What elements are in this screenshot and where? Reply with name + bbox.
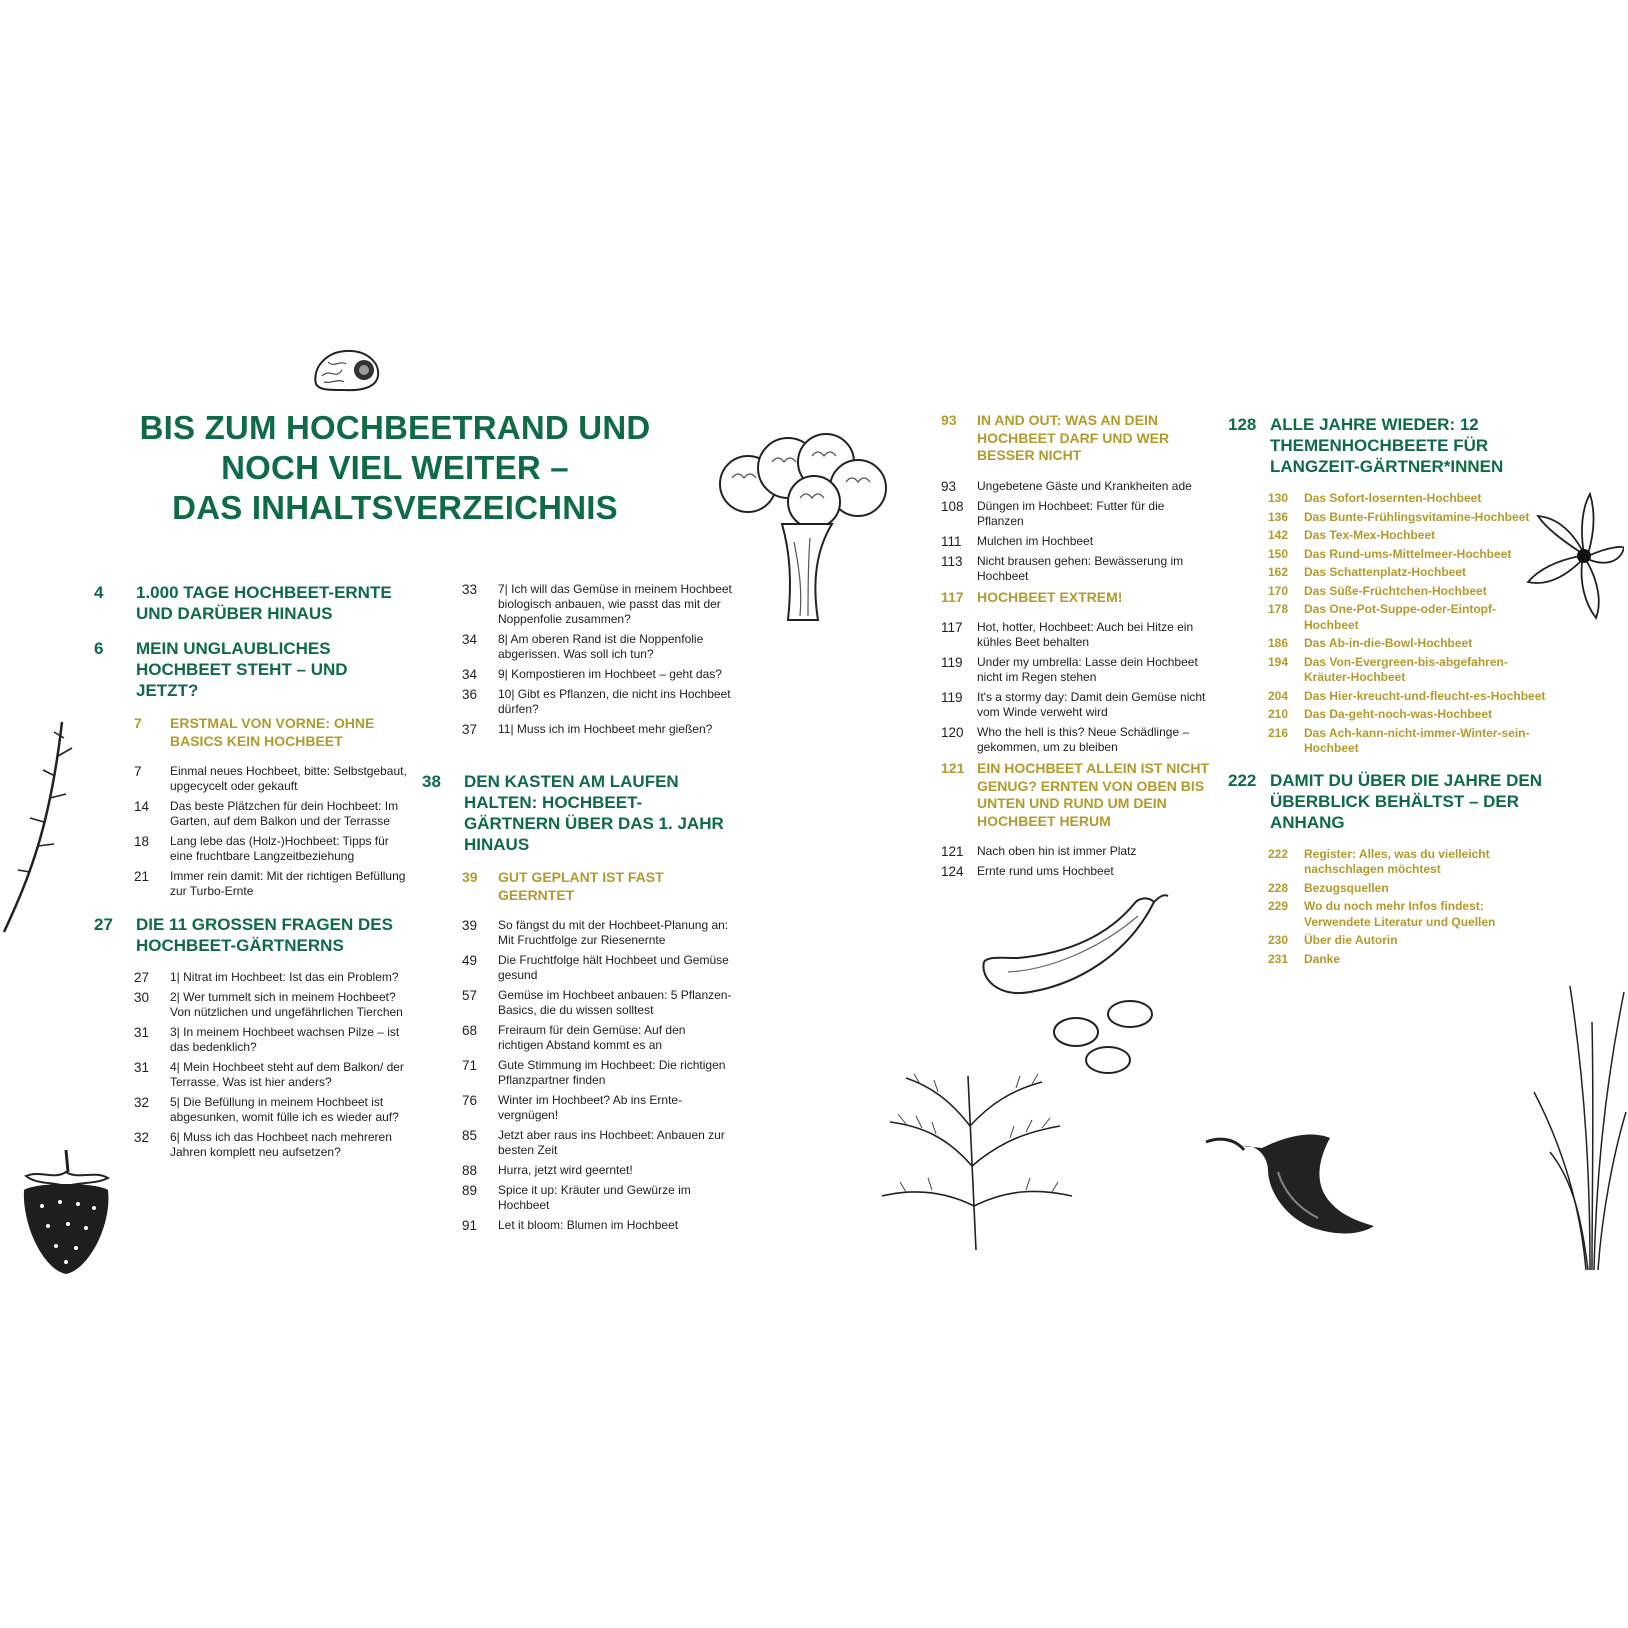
toc-bed-entry <box>1268 726 1548 757</box>
entry-title: MEIN UNGLAUBLICHES HOCHBEET STEHT – UND JETZT? <box>136 639 348 700</box>
toc-entry <box>462 953 734 983</box>
page-number: 18 <box>134 834 150 849</box>
toc-bed-entry <box>1268 565 1548 581</box>
walnut-illustration <box>310 346 384 394</box>
toc-entry <box>134 1095 408 1125</box>
toc-entry <box>462 687 734 717</box>
entry-title: Nach oben hin ist immer Platz <box>977 844 1137 858</box>
page-number: 39 <box>462 918 478 933</box>
page-number: 38 <box>422 772 441 791</box>
page-number: 228 <box>1268 880 1289 895</box>
page-number: 6 <box>94 639 104 658</box>
entry-title: Bezugsquellen <box>1304 880 1389 895</box>
entry-title: Hurra, jetzt wird geerntet! <box>498 1163 633 1177</box>
spacer <box>1228 760 1548 770</box>
page-number: 7 <box>134 715 142 731</box>
toc-entry <box>462 722 734 737</box>
toc-entry <box>941 690 1213 720</box>
entry-title: EIN HOCHBEET ALLEIN IST NICHT GENUG? ERNTEN VON OBEN BIS UNTEN UND RUND UM DEIN HOCHBEET HERUM <box>977 760 1210 829</box>
page-number: 194 <box>1268 654 1289 669</box>
toc-entry <box>941 620 1213 650</box>
toc-column-1 <box>94 582 408 1165</box>
page-number: 4 <box>94 583 104 602</box>
spacer <box>94 904 408 914</box>
entry-title: Das Bunte-Frühlingsvitamine-Hochbeet <box>1304 509 1530 524</box>
toc-chapter <box>422 771 734 855</box>
toc-entry <box>941 844 1213 859</box>
toc-column-5 <box>1228 414 1548 970</box>
page-number: 49 <box>462 953 478 968</box>
toc-entry <box>462 918 734 948</box>
toc-bed-entry <box>1268 547 1548 563</box>
toc-column-4 <box>941 412 1213 884</box>
toc-entry <box>462 1218 734 1233</box>
toc-entry <box>941 534 1213 549</box>
entry-title: Das Ach-kann-nicht-immer-Winter-sein-Hochbeet <box>1304 725 1530 755</box>
page-number: 204 <box>1268 688 1289 703</box>
toc-section <box>941 589 1213 607</box>
page-number: 76 <box>462 1093 478 1108</box>
chili-illustration <box>1202 1126 1376 1244</box>
page-number: 111 <box>941 533 962 549</box>
entry-title: 5| Die Befüllung in meinem Hochbeet ist abgesunken, womit fülle ich es wieder auf? <box>170 1095 399 1124</box>
page-number: 117 <box>941 588 964 605</box>
entry-title: 7| Ich will das Gemüse in meinem Hochbeet biologisch anbauen, wie passt das mit der Noppenfolie zusammen? <box>498 582 732 626</box>
entry-title: 8| Am oberen Rand ist die Noppenfolie abgerissen. Was soll ich tun? <box>498 632 704 661</box>
toc-entry <box>462 1128 734 1158</box>
page-number: 130 <box>1268 491 1289 505</box>
entry-title: Einmal neues Hochbeet, bitte: Selbstgebaut, upgecycelt oder gekauft <box>170 764 407 793</box>
toc-entry <box>462 1183 734 1213</box>
entry-title: Das Von-Evergreen-bis-abgefahren-Kräuter-Hochbeet <box>1304 654 1508 684</box>
toc-section <box>462 869 734 904</box>
page-number: 178 <box>1268 602 1289 616</box>
page-number: 34 <box>462 632 478 647</box>
entry-title: IN AND OUT: WAS AN DEIN HOCHBEET DARF UND WER BESSER NICHT <box>977 412 1170 463</box>
bean-pod-illustration <box>978 892 1178 1004</box>
entry-title: Gemüse im Hochbeet anbauen: 5 Pflanzen-Basics, die du wissen solltest <box>498 988 732 1017</box>
page-number: 68 <box>462 1023 478 1038</box>
page-number: 33 <box>462 582 478 597</box>
toc-bed-entry <box>1268 528 1548 544</box>
page-number: 142 <box>1268 528 1289 542</box>
toc-bed-entry <box>1268 689 1548 705</box>
branch-illustration <box>0 716 100 936</box>
toc-bed-entry <box>1268 933 1548 949</box>
page-number: 88 <box>462 1163 478 1178</box>
page-number: 27 <box>134 970 150 985</box>
toc-entry <box>134 970 408 985</box>
page-number: 186 <box>1268 636 1289 650</box>
entry-title: HOCHBEET EXTREM! <box>977 588 1123 605</box>
entry-title: Let it bloom: Blumen im Hochbeet <box>498 1218 679 1232</box>
entry-title: Düngen im Hochbeet: Futter für die Pflanzen <box>977 498 1165 528</box>
entry-title: Das Tex-Mex-Hochbeet <box>1304 528 1436 542</box>
entry-title: So fängst du mit der Hochbeet-Planung an: Mit Fruchtfolge zur Riesenernte <box>498 918 729 947</box>
toc-entry <box>134 799 408 829</box>
toc-entry <box>462 1023 734 1053</box>
page-number: 31 <box>134 1060 150 1075</box>
page-number: 119 <box>941 690 963 705</box>
entry-title: Lang lebe das (Holz-)Hochbeet: Tipps für eine fruchtbare Langzeitbeziehung <box>170 834 389 863</box>
page-number: 150 <box>1268 546 1289 561</box>
toc-entry <box>134 1025 408 1055</box>
toc-bed-entry <box>1268 847 1548 878</box>
page-number: 222 <box>1268 846 1289 861</box>
page-number: 71 <box>462 1058 478 1073</box>
entry-title: 4| Mein Hochbeet steht auf dem Balkon/ der Terrasse. Was ist hier anders? <box>170 1060 404 1089</box>
dill-illustration <box>876 1056 1076 1252</box>
page-number: 21 <box>134 869 150 884</box>
entry-title: 9| Kompostieren im Hochbeet – geht das? <box>498 667 722 681</box>
toc-entry <box>462 1093 734 1123</box>
page-number: 120 <box>941 725 964 740</box>
toc-bed-entry <box>1268 491 1548 507</box>
toc-entry <box>462 667 734 682</box>
entry-title: Register: Alles, was du vielleicht nachschlagen möchtest <box>1304 846 1490 876</box>
page-number: 39 <box>462 869 478 885</box>
toc-entry <box>134 1060 408 1090</box>
page-number: 231 <box>1268 951 1289 966</box>
toc-column-3 <box>422 771 734 1238</box>
toc-chapter <box>1228 414 1548 477</box>
toc-section <box>941 760 1213 830</box>
page-number: 14 <box>134 799 150 814</box>
toc-entry <box>134 1130 408 1160</box>
entry-title: Ungebetene Gäste und Krankheiten ade <box>977 478 1192 493</box>
toc-bed-entry <box>1268 602 1548 633</box>
page-number: 57 <box>462 988 478 1003</box>
entry-title: Danke <box>1304 951 1341 966</box>
toc-entry <box>134 834 408 864</box>
entry-title: Wo du noch mehr Infos findest: Verwendete Literatur und Quellen <box>1304 899 1496 929</box>
title-line-1: BIS ZUM HOCHBEETRAND UND <box>139 409 651 446</box>
toc-entry <box>462 582 734 627</box>
entry-title: It's a stormy day: Damit dein Gemüse nicht vom Winde verweht wird <box>977 690 1206 719</box>
entry-title: ALLE JAHRE WIEDER: 12 THEMENHOCHBEETE FÜR LANGZEIT-GÄRTNER*INNEN <box>1270 415 1504 476</box>
entry-title: ERSTMAL VON VORNE: OHNE BASICS KEIN HOCHBEET <box>170 715 375 749</box>
page-title <box>110 408 680 528</box>
toc-entry <box>462 632 734 662</box>
entry-title: Das Rund-ums-Mittelmeer-Hochbeet <box>1304 546 1512 561</box>
broccoli-illustration <box>708 432 898 626</box>
toc-entry <box>941 554 1213 584</box>
toc-bed-entry <box>1268 636 1548 652</box>
entry-title: Die Fruchtfolge hält Hochbeet und Gemüse gesund <box>498 953 729 982</box>
entry-title: Nicht brausen gehen: Bewässerung im Hochbeet <box>977 553 1184 583</box>
entry-title: Das Da-geht-noch-was-Hochbeet <box>1304 707 1493 721</box>
entry-title: Under my umbrella: Lasse dein Hochbeet nicht im Regen stehen <box>977 655 1198 684</box>
entry-title: Hot, hotter, Hochbeet: Auch bei Hitze ein kühles Beet behalten <box>977 620 1194 649</box>
toc-entry <box>134 869 408 899</box>
page-number: 113 <box>941 553 963 569</box>
entry-title: 1.000 TAGE HOCHBEET-ERNTE UND DARÜBER HINAUS <box>136 583 392 623</box>
page-number: 121 <box>941 760 965 776</box>
page-number: 93 <box>941 412 957 428</box>
toc-entry <box>134 990 408 1020</box>
page-number: 93 <box>941 478 957 494</box>
entry-title: DEN KASTEN AM LAUFEN HALTEN: HOCHBEET-GÄRTNERN ÜBER DAS 1. JAHR HINAUS <box>464 772 724 854</box>
toc-entry <box>462 1058 734 1088</box>
entry-title: Gute Stimmung im Hochbeet: Die richtigen Pflanzpartner finden <box>498 1058 726 1087</box>
toc-entry <box>941 499 1213 529</box>
entry-title: Spice it up: Kräuter und Gewürze im Hochbeet <box>498 1183 691 1212</box>
page-number: 37 <box>462 722 478 737</box>
entry-title: Über die Autorin <box>1304 933 1398 947</box>
toc-bed-entry <box>1268 510 1548 526</box>
entry-title: Das Sofort-losernten-Hochbeet <box>1304 491 1482 505</box>
toc-section <box>941 412 1213 465</box>
page-number: 216 <box>1268 725 1289 740</box>
entry-title: 1| Nitrat im Hochbeet: Ist das ein Problem? <box>170 970 399 984</box>
page-number: 32 <box>134 1130 150 1145</box>
page-number: 34 <box>462 667 478 682</box>
page-number: 30 <box>134 990 150 1005</box>
toc-chapter <box>1228 770 1548 833</box>
entry-title: Das beste Plätzchen für dein Hochbeet: Im Garten, auf dem Balkon und der Terrasse <box>170 799 399 828</box>
toc-entry <box>941 864 1213 879</box>
entry-title: DIE 11 GROSSEN FRAGEN DES HOCHBEET-GÄRTNERNS <box>136 915 393 955</box>
toc-chapter <box>94 582 408 624</box>
toc-chapter <box>94 638 408 701</box>
toc-bed-entry <box>1268 584 1548 600</box>
entry-title: Jetzt aber raus ins Hochbeet: Anbauen zur besten Zeit <box>498 1128 725 1157</box>
entry-title: 6| Muss ich das Hochbeet nach mehreren Jahren komplett neu aufsetzen? <box>170 1130 392 1159</box>
title-line-2: NOCH VIEL WEITER – <box>221 449 569 486</box>
toc-chapter <box>94 914 408 956</box>
toc-section <box>134 715 408 750</box>
entry-title: 11| Muss ich im Hochbeet mehr gießen? <box>498 722 713 736</box>
entry-title: GUT GEPLANT IST FAST GEERNTET <box>498 869 664 903</box>
page-number: 210 <box>1268 707 1289 721</box>
page-number: 121 <box>941 844 964 859</box>
toc-entry <box>941 655 1213 685</box>
toc-entry <box>134 764 408 794</box>
page-number: 170 <box>1268 583 1289 598</box>
page-number: 162 <box>1268 565 1289 579</box>
entry-title: DAMIT DU ÜBER DIE JAHRE DEN ÜBERBLICK BEHÄLTST – DER ANHANG <box>1270 770 1543 832</box>
entry-title: Winter im Hochbeet? Ab ins Ernte-vergnügen! <box>498 1093 683 1122</box>
page-number: 91 <box>462 1218 478 1233</box>
star-flower-illustration <box>1524 490 1624 622</box>
page-number: 89 <box>462 1183 478 1198</box>
strawberry-illustration <box>16 1146 116 1278</box>
page-number: 229 <box>1268 899 1289 913</box>
page-number: 27 <box>94 915 113 934</box>
page-number: 230 <box>1268 933 1289 947</box>
page-number: 32 <box>134 1095 150 1110</box>
toc-bed-entry <box>1268 881 1548 897</box>
entry-title: 3| In meinem Hochbeet wachsen Pilze – ist das bedenklich? <box>170 1025 400 1054</box>
page-number: 119 <box>941 655 963 670</box>
chives-illustration <box>1530 982 1628 1272</box>
entry-title: Freiraum für dein Gemüse: Auf den richtigen Abstand kommt es an <box>498 1023 686 1052</box>
entry-title: Mulchen im Hochbeet <box>977 533 1094 548</box>
entry-title: Who the hell is this? Neue Schädlinge – gekommen, um zu bleiben <box>977 725 1190 754</box>
toc-bed-entry <box>1268 707 1548 723</box>
page-number: 128 <box>1228 415 1257 434</box>
page-number: 117 <box>941 620 963 635</box>
page-number: 31 <box>134 1025 150 1040</box>
toc-bed-entry <box>1268 899 1548 930</box>
toc-bed-entry <box>1268 952 1548 968</box>
entry-title: 10| Gibt es Pflanzen, die nicht ins Hochbeet dürfen? <box>498 687 731 716</box>
entry-title: Ernte rund ums Hochbeet <box>977 864 1114 878</box>
entry-title: 2| Wer tummelt sich in meinem Hochbeet? Von nützlichen und ungefährlichen Tierchen <box>170 990 403 1019</box>
page-number: 85 <box>462 1128 478 1143</box>
page-number: 124 <box>941 864 964 879</box>
entry-title: Das Süße-Früchtchen-Hochbeet <box>1304 583 1487 598</box>
title-line-3: DAS INHALTSVERZEICHNIS <box>172 489 618 526</box>
entry-title: Das Hier-kreucht-und-fleucht-es-Hochbeet <box>1304 688 1546 703</box>
page-number: 36 <box>462 687 478 702</box>
toc-entry <box>941 725 1213 755</box>
entry-title: Das Schattenplatz-Hochbeet <box>1304 565 1467 579</box>
page-number: 7 <box>134 764 142 779</box>
toc-entry <box>462 1163 734 1178</box>
entry-title: Das Ab-in-die-Bowl-Hochbeet <box>1304 636 1473 650</box>
page-number: 136 <box>1268 509 1289 524</box>
toc-entry <box>941 479 1213 494</box>
toc-bed-entry <box>1268 655 1548 686</box>
toc-column-2 <box>462 582 734 742</box>
toc-entry <box>462 988 734 1018</box>
page-number: 108 <box>941 498 964 514</box>
page-number: 222 <box>1228 770 1257 790</box>
entry-title: Das One-Pot-Suppe-oder-Eintopf-Hochbeet <box>1304 602 1496 632</box>
entry-title: Immer rein damit: Mit der richtigen Befüllung zur Turbo-Ernte <box>170 869 406 898</box>
